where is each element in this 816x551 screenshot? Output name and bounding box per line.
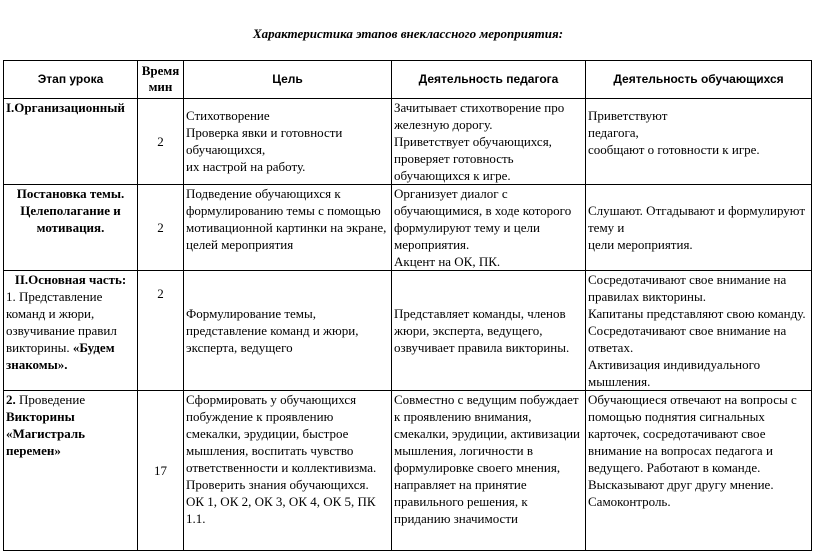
table-row (4, 185, 812, 271)
table-row (4, 271, 812, 391)
stage-text: Проведение (15, 392, 86, 407)
students-cell (586, 391, 812, 551)
teacher-text: Представляет команды, членов жюри, эксперта, ведущего, озвучивает правила викторины. (394, 306, 570, 355)
teacher-cell (392, 271, 586, 391)
students-text: Слушают. Отгадывают и формулируют тему и цели мероприятия. (588, 203, 805, 252)
teacher-text: Совместно с ведущим побуждает к проявлению внимания, смекалки, эрудиции, активизации мышления, логичности в формулировке своего мнения, направляет на принятие правильного решения, к приданию значимости (394, 392, 580, 526)
teacher-cell (392, 185, 586, 271)
students-text: Обучающиеся отвечают на вопросы с помощью поднятия сигнальных карточек, сосредотачивают свое внимание на вопросах педагога и ведущего. Работают в команде. Высказывают друг другу мнение. Самоконтроль. (588, 392, 797, 509)
goal-text: Формулирование темы, представление команд и жюри, эксперта, ведущего (186, 306, 359, 355)
teacher-cell (392, 99, 586, 185)
table-row (4, 99, 812, 185)
students-cell (586, 271, 812, 391)
students-text: Приветствуют педагога, сообщают о готовности к игре. (588, 108, 760, 157)
goal-text: Подведение обучающихся к формулированию темы с помощью мотивационной картинки на экране, целей мероприятия (186, 186, 387, 252)
header-row (4, 61, 812, 99)
header-teacher: Деятельность педагога (392, 61, 586, 99)
time-cell: 2 (138, 185, 184, 271)
time-cell: 2 (138, 99, 184, 185)
stage-cell (4, 391, 138, 551)
goal-text: Сформировать у обучающихся побуждение к проявлению смекалки, эрудиции, быстрое мышления, воспитать чувство ответственности и коллективизма. Проверить знания обучающихся. ОК 1, ОК 2, ОК 3, ОК 4, ОК 5, ПК 1.1. (186, 392, 377, 526)
table-row (4, 391, 812, 551)
header-time: Время мин (138, 61, 184, 99)
goal-cell (184, 391, 392, 551)
students-cell (586, 185, 812, 271)
goal-text: Стихотворение Проверка явки и готовности обучающихся, их настрой на работу. (186, 108, 343, 174)
page-title: Характеристика этапов внеклассного мероприятия: (252, 26, 564, 41)
goal-cell (184, 185, 392, 271)
stage-cell (4, 271, 138, 391)
stage-title: I.Организационный (6, 100, 125, 115)
goal-cell (184, 99, 392, 185)
stage-title: Викторины «Магистраль перемен» (6, 409, 85, 458)
header-stage: Этап урока (4, 61, 138, 99)
stage-text: 1. Представление команд и жюри, озвучивание правил викторины. (6, 289, 117, 355)
teacher-text: Зачитывает стихотворение про железную дорогу. Приветствует обучающихся, проверяет готовность обучающихся к игре. (394, 100, 565, 183)
time-cell: 2 (138, 271, 184, 391)
students-text: Сосредотачивают свое внимание на правилах викторины. Капитаны представляют свою команду. Сосредотачивают свое внимание на ответах. Активизация индивидуального мышления. (588, 272, 806, 389)
header-goal: Цель (184, 61, 392, 99)
stage-cell (4, 185, 138, 271)
header-students: Деятельность обучающихся (586, 61, 812, 99)
stage-cell (4, 99, 138, 185)
stage-title: Постановка темы. Целеполагание и мотивация. (16, 186, 125, 235)
teacher-cell (392, 391, 586, 551)
time-cell: 17 (138, 391, 184, 551)
stage-title: II.Основная часть: (14, 272, 127, 287)
teacher-text: Организует диалог с обучающимися, в ходе которого формулируют тему и цели мероприятия. Акцент на ОК, ПК. (394, 186, 572, 269)
stages-table (3, 60, 812, 551)
students-cell (586, 99, 812, 185)
goal-cell (184, 271, 392, 391)
stage-subtitle: «Будем знакомы». (6, 340, 115, 372)
stage-number: 2. (6, 392, 16, 407)
